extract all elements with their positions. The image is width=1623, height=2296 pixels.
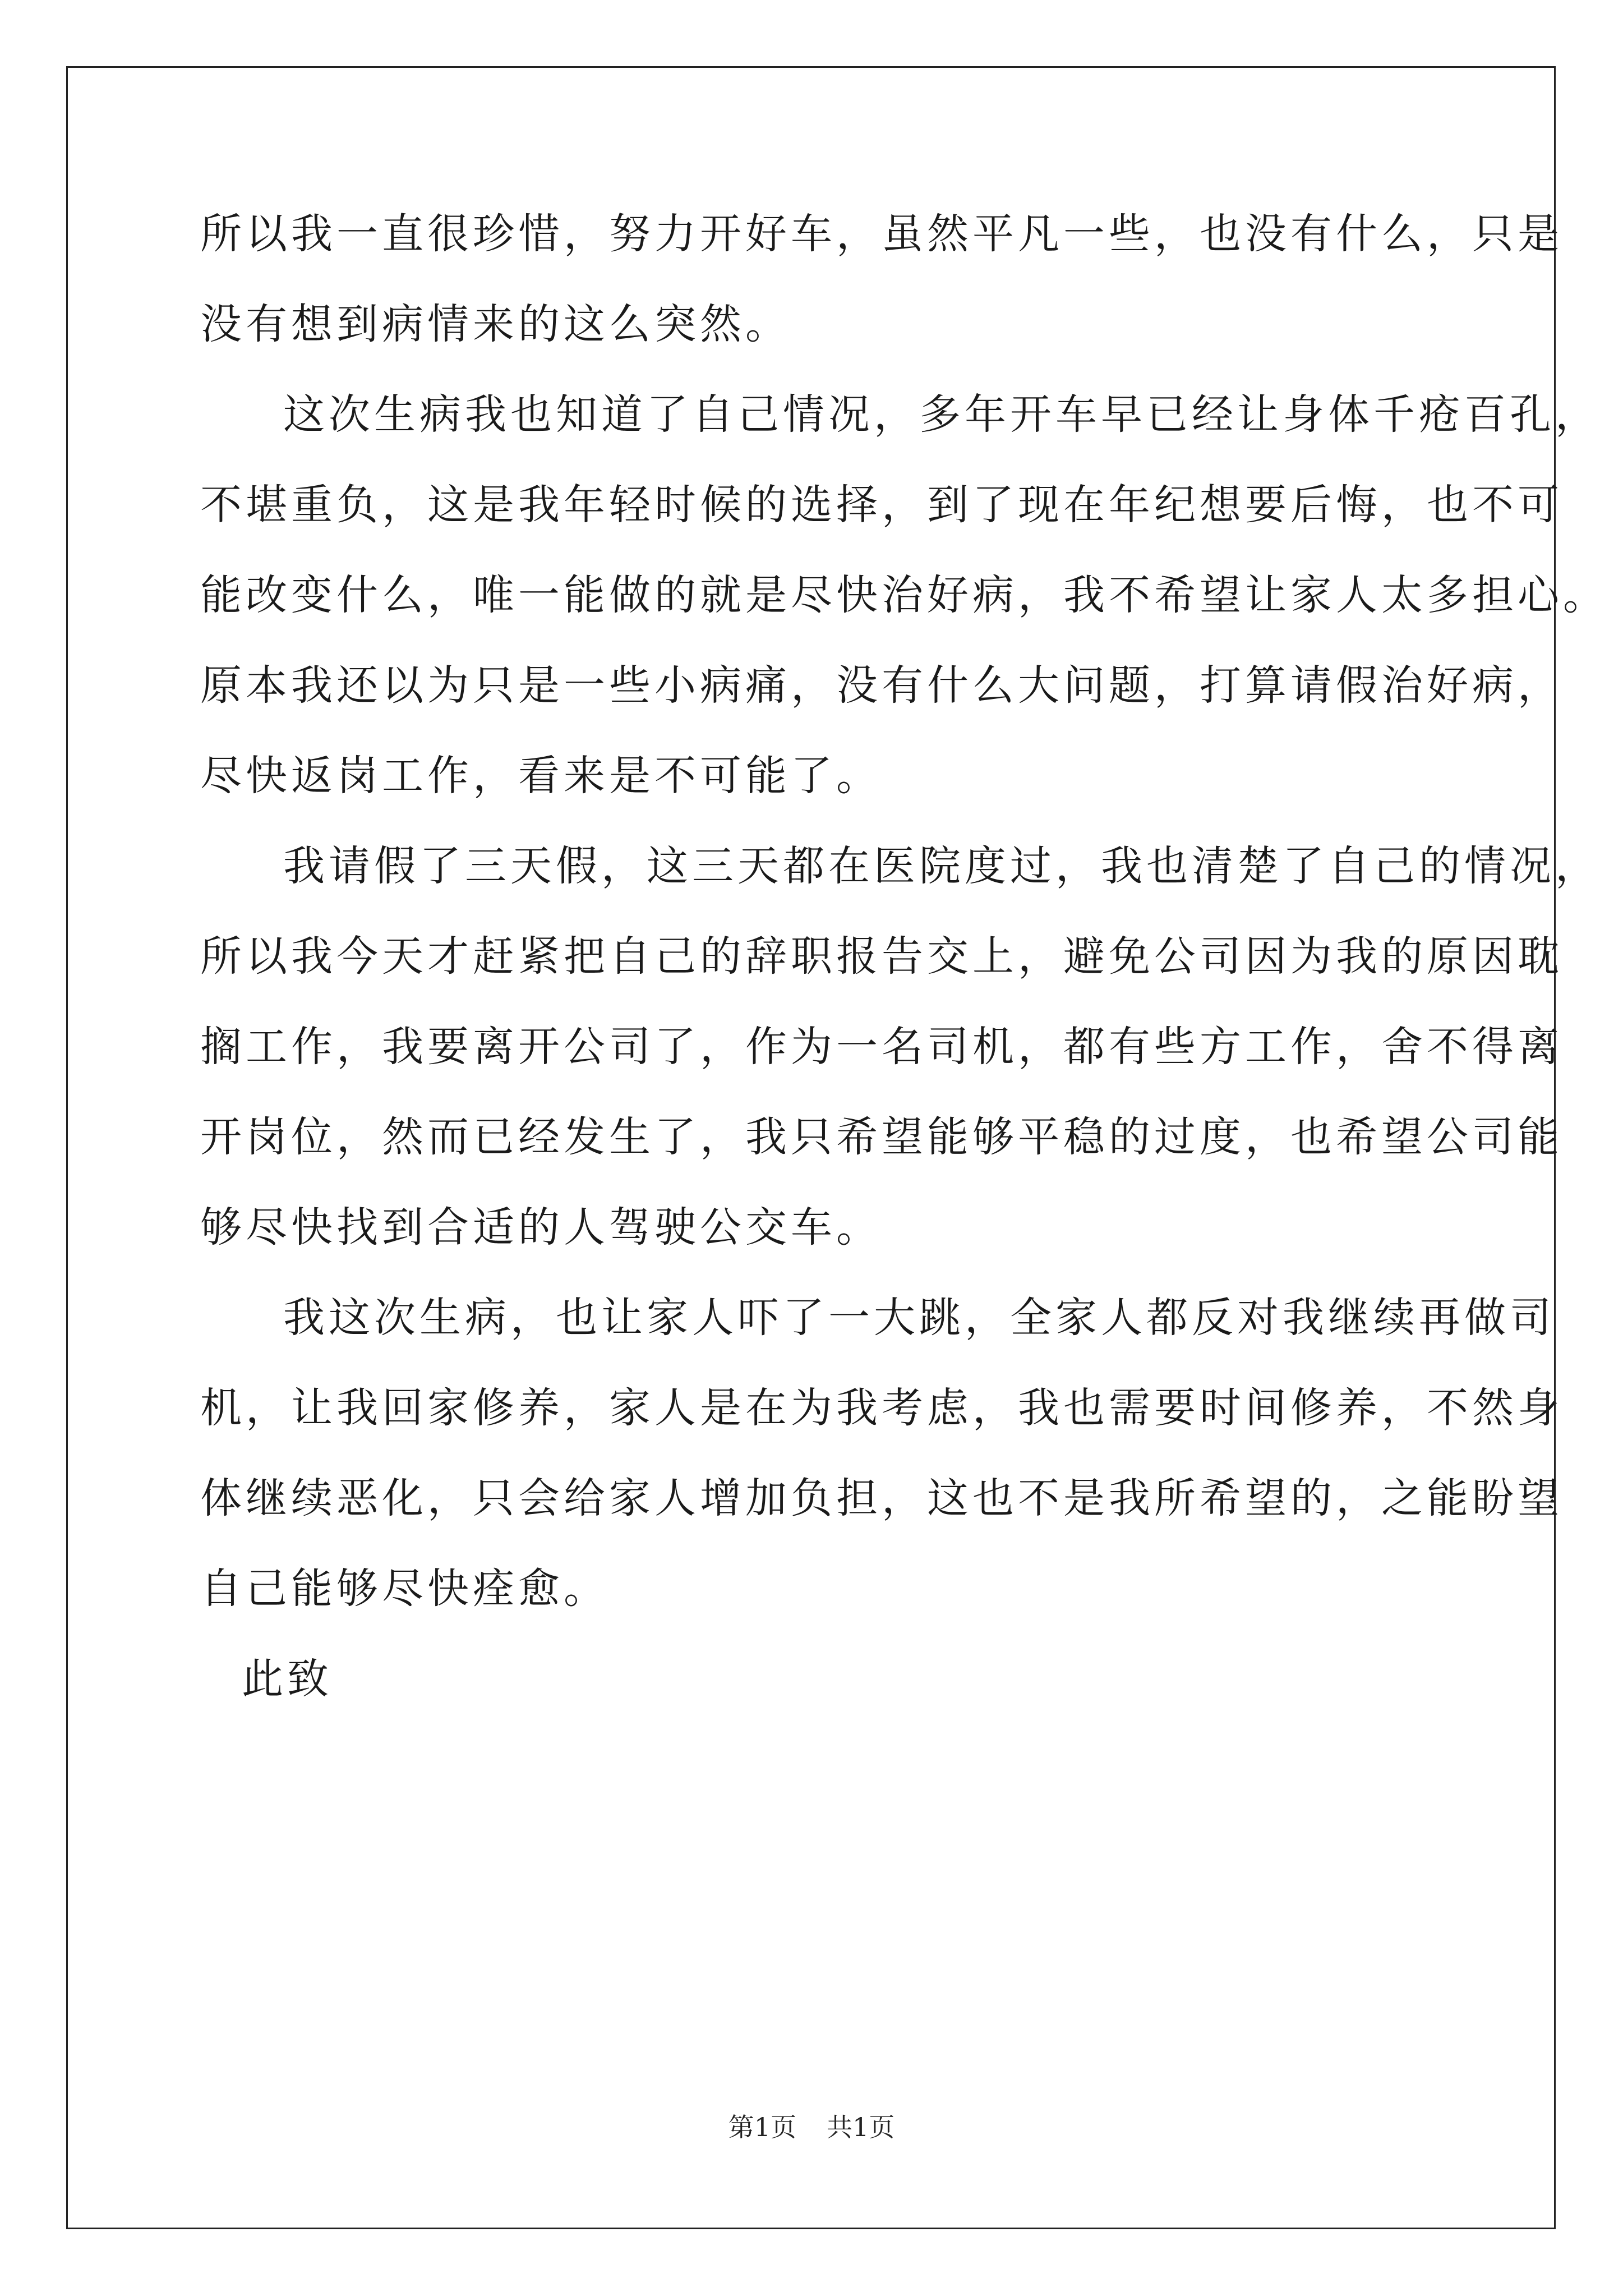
page-number-current: 第1页 <box>728 2112 796 2142</box>
page-number-total: 共1页 <box>827 2112 895 2142</box>
paragraph-start-line: 这次生病我也知道了自己情况，多年开车早已经让身体千疮百孔， <box>283 390 1601 439</box>
text-line: 没有想到病情来的这么突然。 <box>200 300 791 348</box>
text-line: 够尽快找到合适的人驾驶公交车。 <box>200 1203 882 1251</box>
text-line: 体继续恶化，只会给家人增加负担，这也不是我所希望的，之能盼望 <box>200 1474 1563 1522</box>
text-line: 尽快返岗工作，看来是不可能了。 <box>200 752 882 800</box>
text-line: 所以我今天才赶紧把自己的辞职报告交上，避免公司因为我的原因耽 <box>200 932 1563 981</box>
text-line: 开岗位，然而已经发生了，我只希望能够平稳的过度，也希望公司能 <box>200 1113 1563 1161</box>
letter-body <box>200 210 1608 1749</box>
text-line: 搁工作，我要离开公司了，作为一名司机，都有些方工作，舍不得离 <box>200 1023 1563 1071</box>
paragraph-start-line: 我这次生病，也让家人吓了一大跳，全家人都反对我继续再做司 <box>283 1294 1555 1342</box>
text-line: 自己能够尽快痊愈。 <box>200 1565 609 1613</box>
closing-salutation: 此致 <box>242 1655 333 1703</box>
text-line: 机，让我回家修养，家人是在为我考虑，我也需要时间修养，不然身 <box>200 1384 1563 1432</box>
paragraph-start-line: 我请假了三天假，这三天都在医院度过，我也清楚了自己的情况， <box>283 842 1601 890</box>
page-footer <box>0 2113 1623 2141</box>
text-line: 原本我还以为只是一些小病痛，没有什么大问题，打算请假治好病， <box>200 661 1563 710</box>
text-line: 能改变什么，唯一能做的就是尽快治好病，我不希望让家人太多担心。 <box>200 571 1608 619</box>
text-line: 所以我一直很珍惜，努力开好车，虽然平凡一些，也没有什么，只是 <box>200 210 1563 258</box>
text-line: 不堪重负，这是我年轻时候的选择，到了现在年纪想要后悔，也不可 <box>200 481 1563 529</box>
